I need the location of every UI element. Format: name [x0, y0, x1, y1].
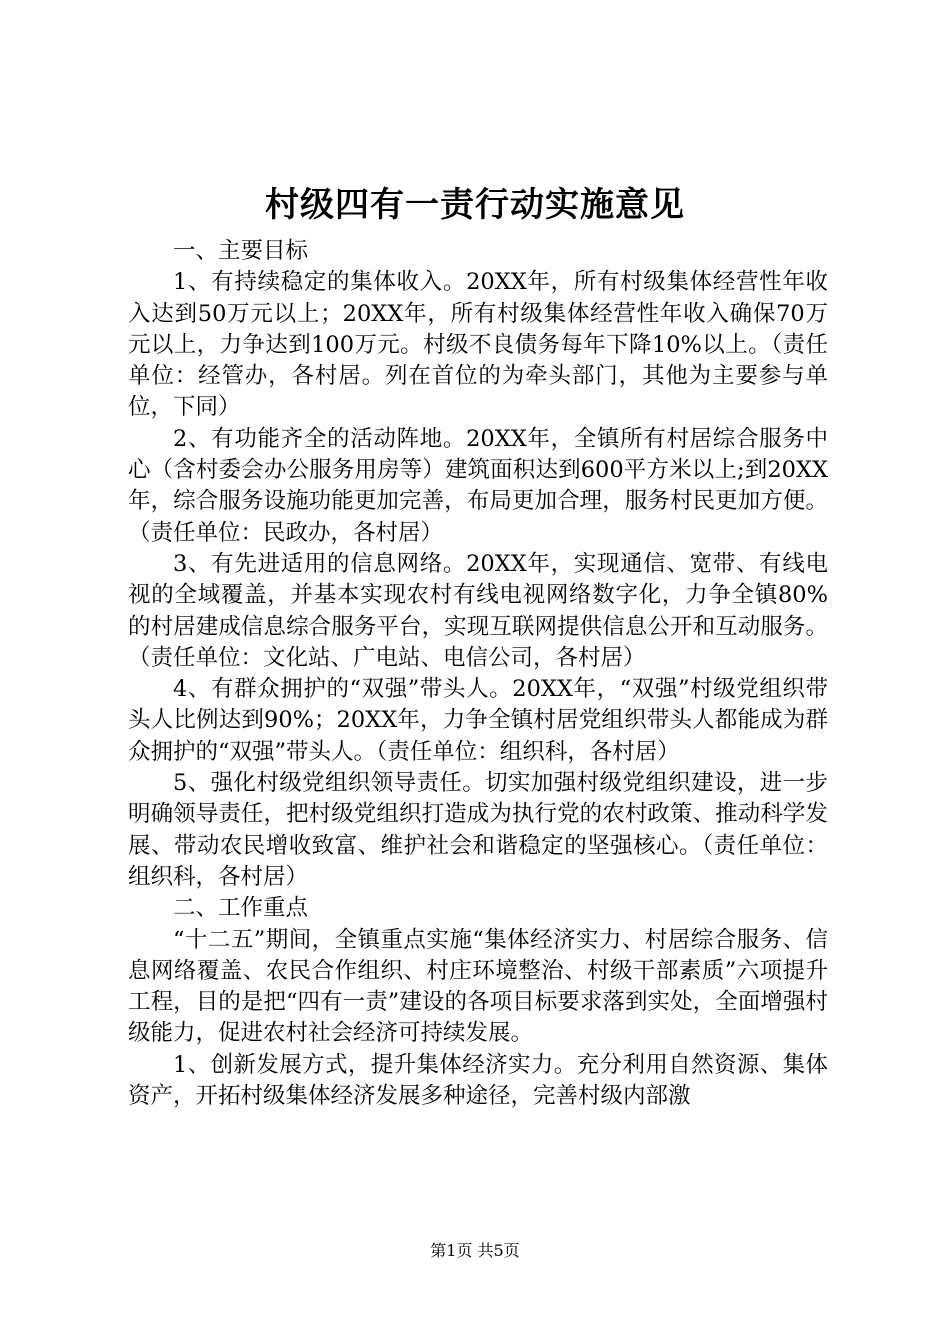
document-body — [128, 236, 828, 1112]
paragraph: 5、强化村级党组织领导责任。切实加强村级党组织建设，进一步明确领导责任，把村级党组织打造成为执行党的农村政策、推动科学发展、带动农民增收致富、维护社会和谐稳定的坚强核心。（责任单位：组织科，各村居） — [128, 770, 828, 890]
section-heading: 一、主要目标 — [173, 238, 309, 264]
paragraph: 2、有功能齐全的活动阵地。20XX年，全镇所有村居综合服务中心（含村委会办公服务用房等）建筑面积达到600平方米以上;到20XX年，综合服务设施功能更加完善，布局更加合理，服务村民更加方便。（责任单位：民政办，各村居） — [128, 425, 828, 546]
section-heading: 二、工作重点 — [173, 895, 309, 922]
paragraph: 1、有持续稳定的集体收入。20XX年，所有村级集体经营性年收入达到50万元以上；20XX年，所有村级集体经营性年收入确保70万元以上，力争达到100万元。村级不良债务每年下降10%以上。（责任单位：经管办，各村居。列在首位的为牵头部门，其他为主要参与单位，下同） — [128, 269, 828, 421]
paragraph: 1、创新发展方式，提升集体经济实力。充分利用自然资源、集体资产，开拓村级集体经济发展多种途径，完善村级内部激 — [128, 1051, 828, 1110]
paragraph: 4、有群众拥护的“双强”带头人。20XX年，“双强”村级党组织带头人比例达到90%；20XX年，力争全镇村居党组织带头人都能成为群众拥护的“双强”带头人。（责任单位：组织科，各村居） — [128, 676, 828, 765]
paragraph: 3、有先进适用的信息网络。20XX年，实现通信、宽带、有线电视的全域覆盖，并基本实现农村有线电视网络数字化，力争全镇80%的村居建成信息综合服务平台，实现互联网提供信息公开和互动服务。（责任单位：文化站、广电站、电信公司，各村居） — [128, 550, 828, 671]
paragraph: “十二五”期间，全镇重点实施“集体经济实力、村居综合服务、信息网络覆盖、农民合作组织、村庄环境整治、村级干部素质”六项提升工程，目的是把“四有一责”建设的各项目标要求落到实处，全面增强村级能力，促进农村社会经济可持续发展。 — [128, 926, 828, 1047]
page-footer: 第1页 共5页 — [430, 1241, 520, 1260]
document-title: 村级四有一责行动实施意见 — [265, 185, 685, 225]
